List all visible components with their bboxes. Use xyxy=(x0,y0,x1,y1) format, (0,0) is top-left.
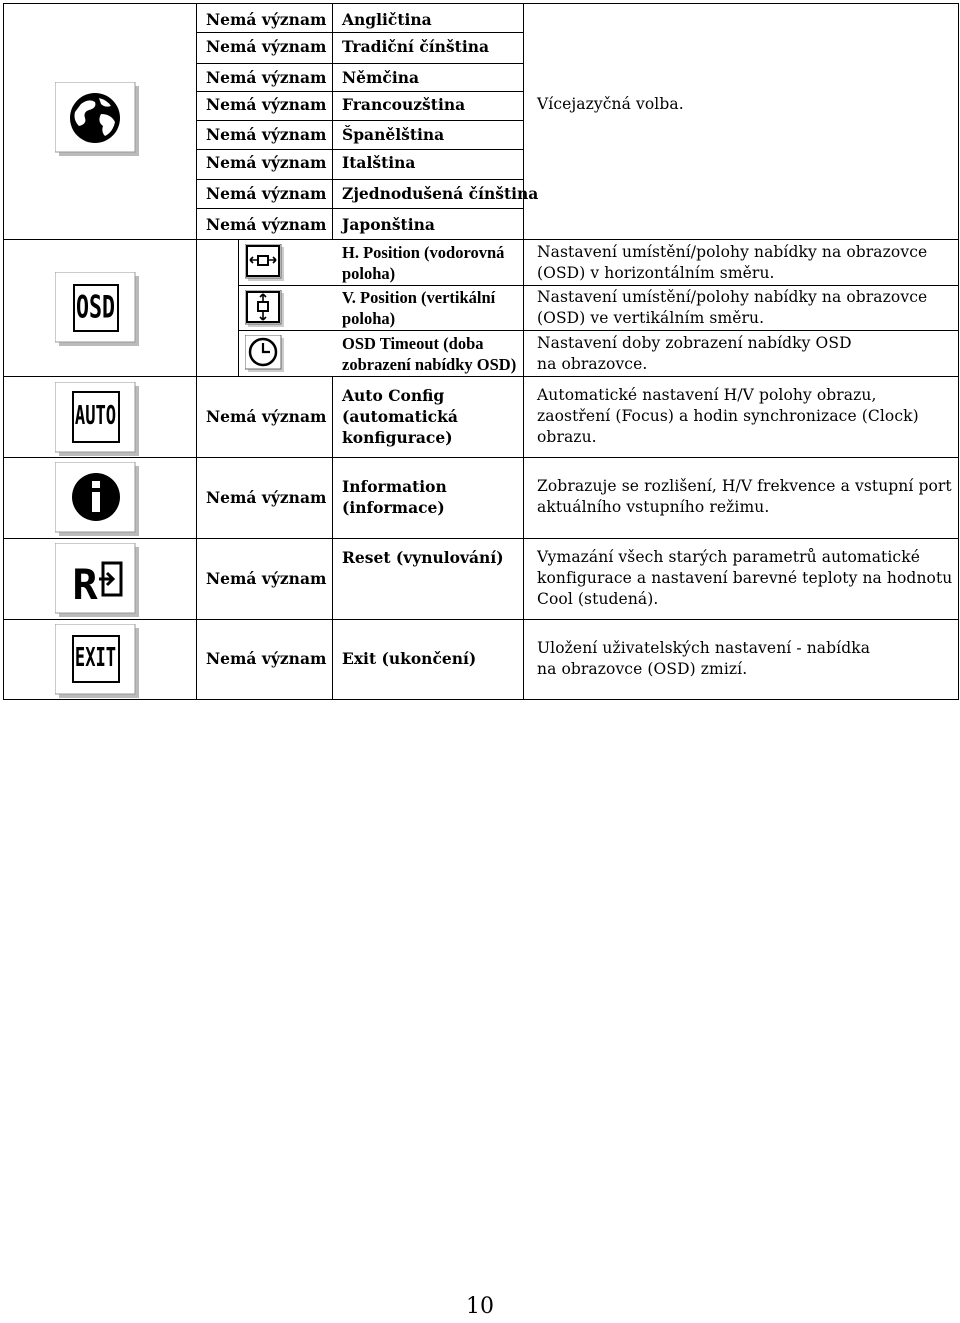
language-row-name: Nemá význam xyxy=(206,184,327,203)
language-row-name: Nemá význam xyxy=(206,153,327,172)
language-option: Angličtina xyxy=(342,10,432,29)
reset-description: konfigurace a nastavení barevné teploty na hodnotu xyxy=(537,569,953,587)
reset-description: Vymazání všech starých parametrů automatické xyxy=(537,548,920,566)
language-row-name: Nemá význam xyxy=(206,95,327,114)
page-number: 10 xyxy=(466,1294,494,1319)
reset-item: Reset (vynulování) xyxy=(342,548,504,567)
v-position-description: Nastavení umístění/polohy nabídky na obrazovce xyxy=(537,288,928,306)
horizontal-position-icon xyxy=(245,244,285,286)
h-position-item: H. Position (vodorovná xyxy=(342,243,505,262)
language-option: Italština xyxy=(342,153,416,172)
h-position-item: poloha) xyxy=(342,264,396,283)
auto-icon xyxy=(55,382,141,462)
osd-timeout-item: OSD Timeout (doba xyxy=(342,334,484,353)
reset-name: Nemá význam xyxy=(206,569,327,588)
auto-config-description: zaostření (Focus) a hodin synchronizace (Clock) xyxy=(537,407,919,425)
language-row-name: Nemá význam xyxy=(206,125,327,144)
svg-text:R: R xyxy=(72,560,98,609)
reset-description: Cool (studená). xyxy=(537,590,659,608)
auto-config-description: Automatické nastavení H/V polohy obrazu, xyxy=(537,386,877,404)
language-row-name: Nemá význam xyxy=(206,215,327,234)
auto-config-description: obrazu. xyxy=(537,428,597,446)
language-option: Španělština xyxy=(342,125,445,144)
information-description: aktuálního vstupního režimu. xyxy=(537,498,770,516)
h-position-description: (OSD) v horizontálním směru. xyxy=(537,264,775,282)
vertical-position-icon xyxy=(245,290,285,332)
language-row-name: Nemá význam xyxy=(206,10,327,29)
information-item: Information xyxy=(342,477,447,496)
auto-config-item: (automatická xyxy=(342,407,458,426)
exit-description: na obrazovce (OSD) zmizí. xyxy=(537,660,748,678)
reset-icon xyxy=(55,543,141,623)
osd-icon xyxy=(55,272,141,352)
v-position-item: poloha) xyxy=(342,309,396,328)
language-description: Vícejazyčná volba. xyxy=(537,95,684,113)
v-position-description: (OSD) ve vertikálním směru. xyxy=(537,309,765,327)
globe-icon xyxy=(55,82,141,162)
osd-timeout-description: na obrazovce. xyxy=(537,355,648,373)
information-item: (informace) xyxy=(342,498,445,517)
exit-icon xyxy=(55,624,141,704)
language-option: Japonština xyxy=(342,215,435,234)
information-icon xyxy=(55,462,141,542)
information-description: Zobrazuje se rozlišení, H/V frekvence a vstupní port xyxy=(537,477,952,495)
auto-config-name: Nemá význam xyxy=(206,407,327,426)
exit-item: Exit (ukončení) xyxy=(342,649,477,668)
svg-text:AUTO: AUTO xyxy=(74,401,117,431)
osd-timeout-item: zobrazení nabídky OSD) xyxy=(342,355,517,374)
language-option: Francouzština xyxy=(342,95,466,114)
svg-text:OSD: OSD xyxy=(75,289,116,326)
auto-config-item: konfigurace) xyxy=(342,428,453,447)
language-option: Zjednodušená čínština xyxy=(342,184,539,203)
language-option: Němčina xyxy=(342,68,420,87)
osd-timeout-description: Nastavení doby zobrazení nabídky OSD xyxy=(537,334,852,352)
h-position-description: Nastavení umístění/polohy nabídky na obrazovce xyxy=(537,243,928,261)
language-row-name: Nemá význam xyxy=(206,68,327,87)
clock-icon xyxy=(245,335,285,377)
language-row-name: Nemá význam xyxy=(206,37,327,56)
information-name: Nemá význam xyxy=(206,488,327,507)
svg-text:EXIT: EXIT xyxy=(74,643,117,673)
exit-name: Nemá význam xyxy=(206,649,327,668)
exit-description: Uložení uživatelských nastavení - nabídka xyxy=(537,639,871,657)
v-position-item: V. Position (vertikální xyxy=(342,288,496,307)
auto-config-item: Auto Config xyxy=(342,386,445,405)
language-option: Tradiční čínština xyxy=(342,37,490,56)
